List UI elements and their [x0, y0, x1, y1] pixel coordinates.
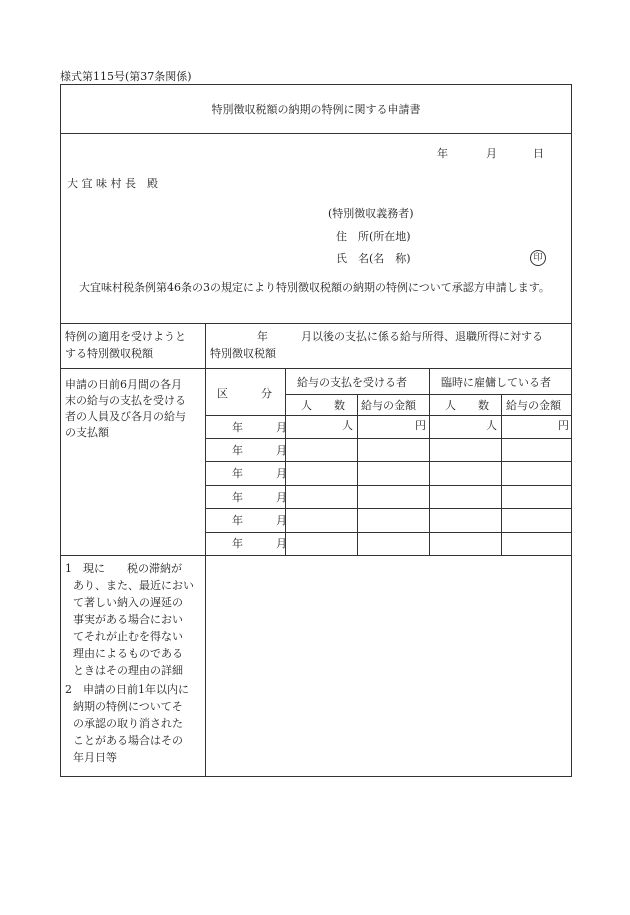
- col-divider-sub1: [357, 394, 358, 555]
- month-row-4[interactable]: 年 月: [232, 491, 287, 504]
- subheader-people-2: 人 数: [445, 399, 489, 412]
- row-divider-1: [205, 438, 571, 439]
- item1-line2: あり、また、最近におい: [73, 579, 194, 592]
- seal-mark: 印: [530, 250, 546, 266]
- form-number-label: 様式第115号(第37条関係): [60, 70, 192, 83]
- row-divider-3: [205, 485, 571, 486]
- date-day: 日: [533, 147, 544, 160]
- row-divider-2: [205, 461, 571, 462]
- month-row-6[interactable]: 年 月: [232, 537, 287, 550]
- subheader-people-1: 人 数: [301, 399, 345, 412]
- month-row-1[interactable]: 年 月: [232, 421, 287, 434]
- divider-row2: [61, 555, 571, 556]
- row2-label-line1: 申請の日前6月間の各月: [65, 378, 182, 391]
- row1-label-line1: 特例の適用を受けようと: [65, 330, 186, 343]
- month-row-3[interactable]: 年 月: [232, 467, 287, 480]
- application-form: [60, 84, 572, 777]
- row2-label-line4: の支払額: [65, 426, 109, 439]
- row-divider-5: [205, 532, 571, 533]
- divider-header: [61, 323, 571, 324]
- col-header-kubun: 区 分: [217, 387, 272, 400]
- item2-line5: 年月日等: [73, 751, 117, 764]
- addressee: 大 宜 味 村 長 殿: [67, 177, 158, 190]
- item1-line7: ときはその理由の詳細: [73, 664, 183, 677]
- subheader-amount-1: 給与の金額: [361, 399, 416, 412]
- col-divider-sub2: [501, 394, 502, 555]
- row2-label-line3: 者の人員及び各月の給与: [65, 410, 186, 423]
- item2-line3: の承認の取り消された: [73, 717, 183, 730]
- subheader-divider: [285, 394, 571, 395]
- item2-line2: 納期の特例についてそ: [73, 700, 183, 713]
- row1-content-line1[interactable]: 年 月以後の支払に係る給与所得、退職所得に対する: [257, 330, 543, 343]
- divider-title: [61, 133, 571, 134]
- col-header-temporary: 臨時に雇傭している者: [441, 376, 551, 389]
- name-label[interactable]: 氏 名(名 称): [336, 252, 411, 265]
- item1-line3: て著しい納入の遅延の: [73, 596, 183, 609]
- item2-line4: ことがある場合はその: [73, 734, 183, 747]
- form-title: 特別徴収税額の納期の特例に関する申請書: [211, 103, 421, 116]
- applicant-role: (特別徴収義務者): [328, 207, 414, 220]
- subheader-amount-2: 給与の金額: [506, 399, 561, 412]
- row-divider-4: [205, 508, 571, 509]
- unit-person-1: 人: [342, 419, 353, 432]
- date-year: 年: [437, 147, 448, 160]
- item1-line4: 事実がある場合におい: [73, 613, 183, 626]
- statement-text: 大宜味村税条例第46条の3の規定により特別徴収税額の納期の特例について承認方申請します。: [79, 281, 550, 294]
- unit-yen-2: 円: [558, 419, 569, 432]
- month-row-2[interactable]: 年 月: [232, 444, 287, 457]
- item2-line1: 2 申請の日前1年以内に: [65, 683, 189, 696]
- divider-row1: [61, 368, 571, 369]
- month-row-5[interactable]: 年 月: [232, 514, 287, 527]
- address-label[interactable]: 住 所(所在地): [336, 230, 411, 243]
- row2-label-line2: 末の給与の支払を受ける: [65, 394, 186, 407]
- item1-line5: てそれが止むを得ない: [73, 630, 183, 643]
- col-header-salaried: 給与の支払を受ける者: [297, 376, 407, 389]
- date-month: 月: [486, 147, 497, 160]
- row1-label-line2: する特別徴収税額: [65, 347, 153, 360]
- unit-person-2: 人: [486, 419, 497, 432]
- table-header-divider: [205, 415, 571, 416]
- label-column-divider: [205, 323, 206, 777]
- item1-line6: 理由によるものである: [73, 647, 183, 660]
- row1-content-line2: 特別徴収税額: [210, 347, 276, 360]
- unit-yen-1: 円: [415, 419, 426, 432]
- item1-line1: 1 現に 税の滞納が: [65, 562, 182, 575]
